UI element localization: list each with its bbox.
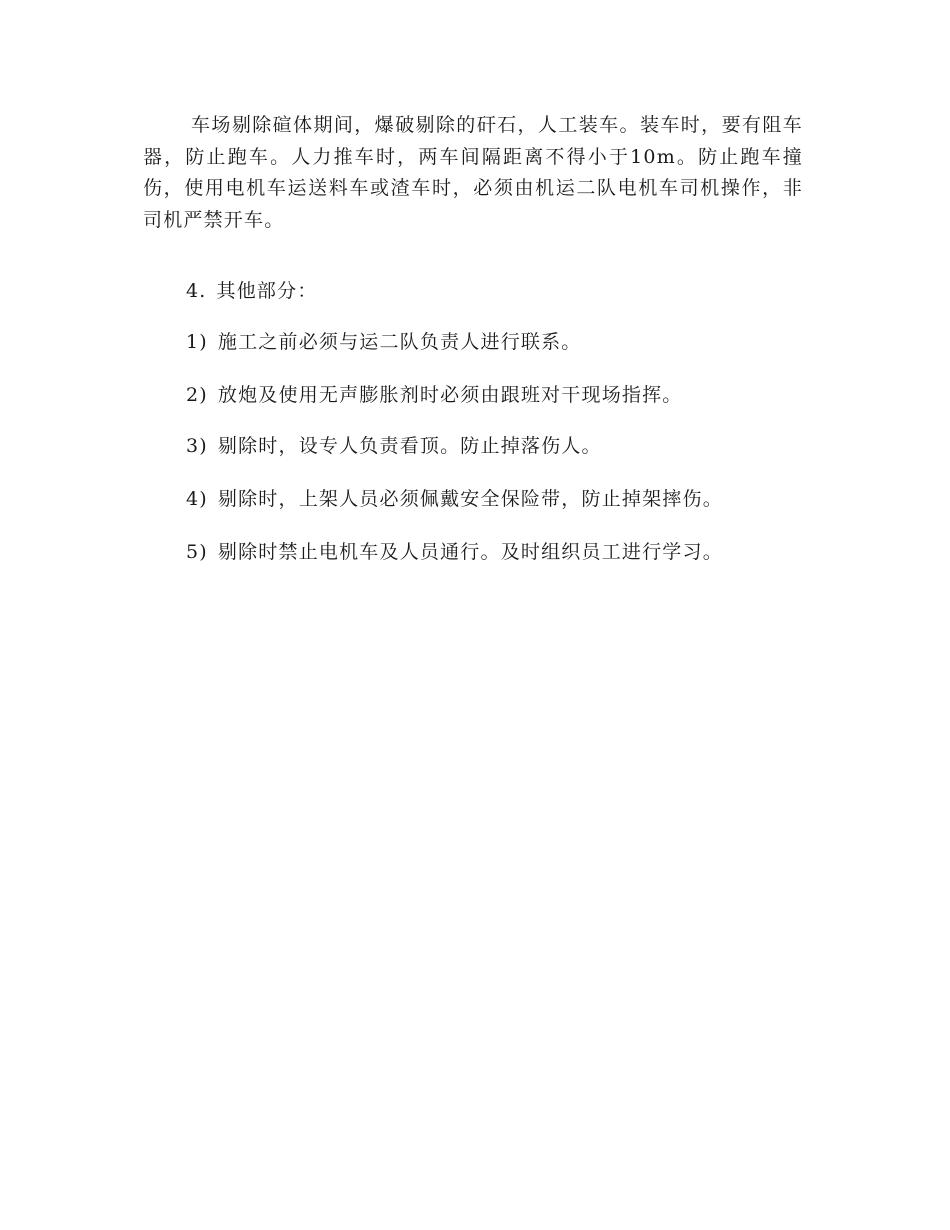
section-title: 其他部分： xyxy=(216,280,318,302)
list-item xyxy=(186,380,683,410)
list-item-text: 放炮及使用无声膨胀剂时必须由跟班对干现场指挥。 xyxy=(217,384,683,406)
list-item-number: 3) xyxy=(186,435,208,457)
list-item-number: 1) xyxy=(186,331,208,353)
section-heading xyxy=(186,276,318,306)
body-paragraph: 车场剔除碹体期间，爆破剔除的矸石，人工装车。装车时，要有阻车器，防止跑车。人力推车时，两车间隔距离不得小于10m。防止跑车撞伤，使用电机车运送料车或渣车时，必须由机运二队电机车司机操作，非司机严禁开车。 xyxy=(143,114,803,231)
list-item-text: 剔除时，上架人员必须佩戴安全保险带，防止掉架摔伤。 xyxy=(217,488,723,510)
list-item-number: 5) xyxy=(186,541,208,563)
list-item-text: 施工之前必须与运二队负责人进行联系。 xyxy=(217,331,582,353)
list-item-text: 剔除时，设专人负责看顶。防止掉落伤人。 xyxy=(217,435,602,457)
list-item xyxy=(186,327,582,357)
list-item-number: 2) xyxy=(186,384,208,406)
list-item-text: 剔除时禁止电机车及人员通行。及时组织员工进行学习。 xyxy=(217,541,723,563)
list-item xyxy=(186,484,723,514)
list-item xyxy=(186,431,602,461)
list-item-number: 4) xyxy=(186,488,208,510)
section-number: 4. xyxy=(186,280,207,302)
list-item xyxy=(186,537,723,567)
